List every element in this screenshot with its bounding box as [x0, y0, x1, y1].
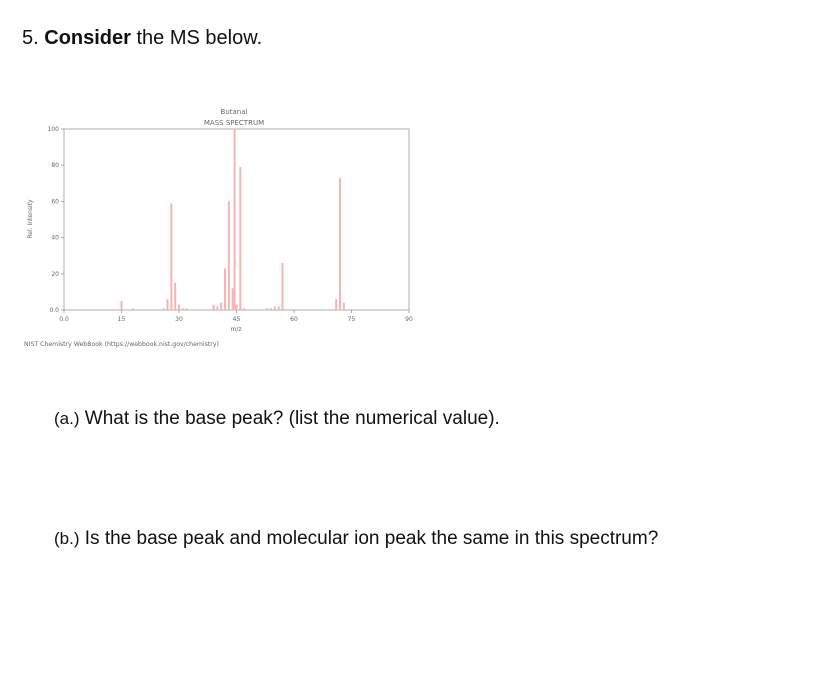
chart-title: Butanal: [220, 108, 248, 116]
x-tick-label: 30: [175, 316, 183, 323]
x-tick-label: 60: [290, 316, 298, 323]
chart-subtitle: MASS SPECTRUM: [203, 119, 265, 127]
x-axis-label: m/z: [230, 326, 242, 333]
plot-frame: [64, 129, 409, 310]
y-tick-label: 100: [47, 126, 59, 133]
y-tick-label: 60: [51, 198, 59, 206]
x-tick-label: 0.0: [59, 316, 69, 323]
y-tick-label: 0.0: [49, 307, 59, 314]
question-bold-word: Consider: [44, 27, 131, 49]
axis-ticks: [48, 126, 413, 323]
part-b-text: Is the base peak and molecular ion peak the same in this spectrum?: [84, 528, 659, 549]
y-tick-label: 40: [51, 234, 59, 242]
part-b-letter: (b.): [54, 529, 80, 548]
x-tick-label: 15: [117, 316, 126, 323]
part-a-question: [54, 407, 500, 431]
question-text: the MS below.: [136, 27, 263, 49]
question-number: 5.: [22, 27, 39, 49]
x-tick-label: 90: [405, 316, 413, 323]
x-tick-label: 45: [232, 316, 241, 323]
x-tick-label: 75: [347, 316, 356, 323]
spectrum-peaks: [122, 129, 344, 310]
source-credit: NIST Chemistry WebBook (https://webbook.nist.gov/chemistry): [24, 341, 219, 348]
mass-spectrum-svg: [18, 98, 438, 358]
part-a-letter: (a.): [54, 409, 80, 428]
y-tick-label: 80: [51, 162, 59, 170]
mass-spectrum-chart: [18, 98, 438, 358]
question-title: [22, 26, 262, 50]
part-a-text: What is the base peak? (list the numerical value).: [84, 408, 500, 429]
part-b-question: [54, 527, 658, 551]
y-tick-label: 20: [51, 270, 59, 278]
y-axis-label: Rel. Intensity: [27, 199, 34, 239]
